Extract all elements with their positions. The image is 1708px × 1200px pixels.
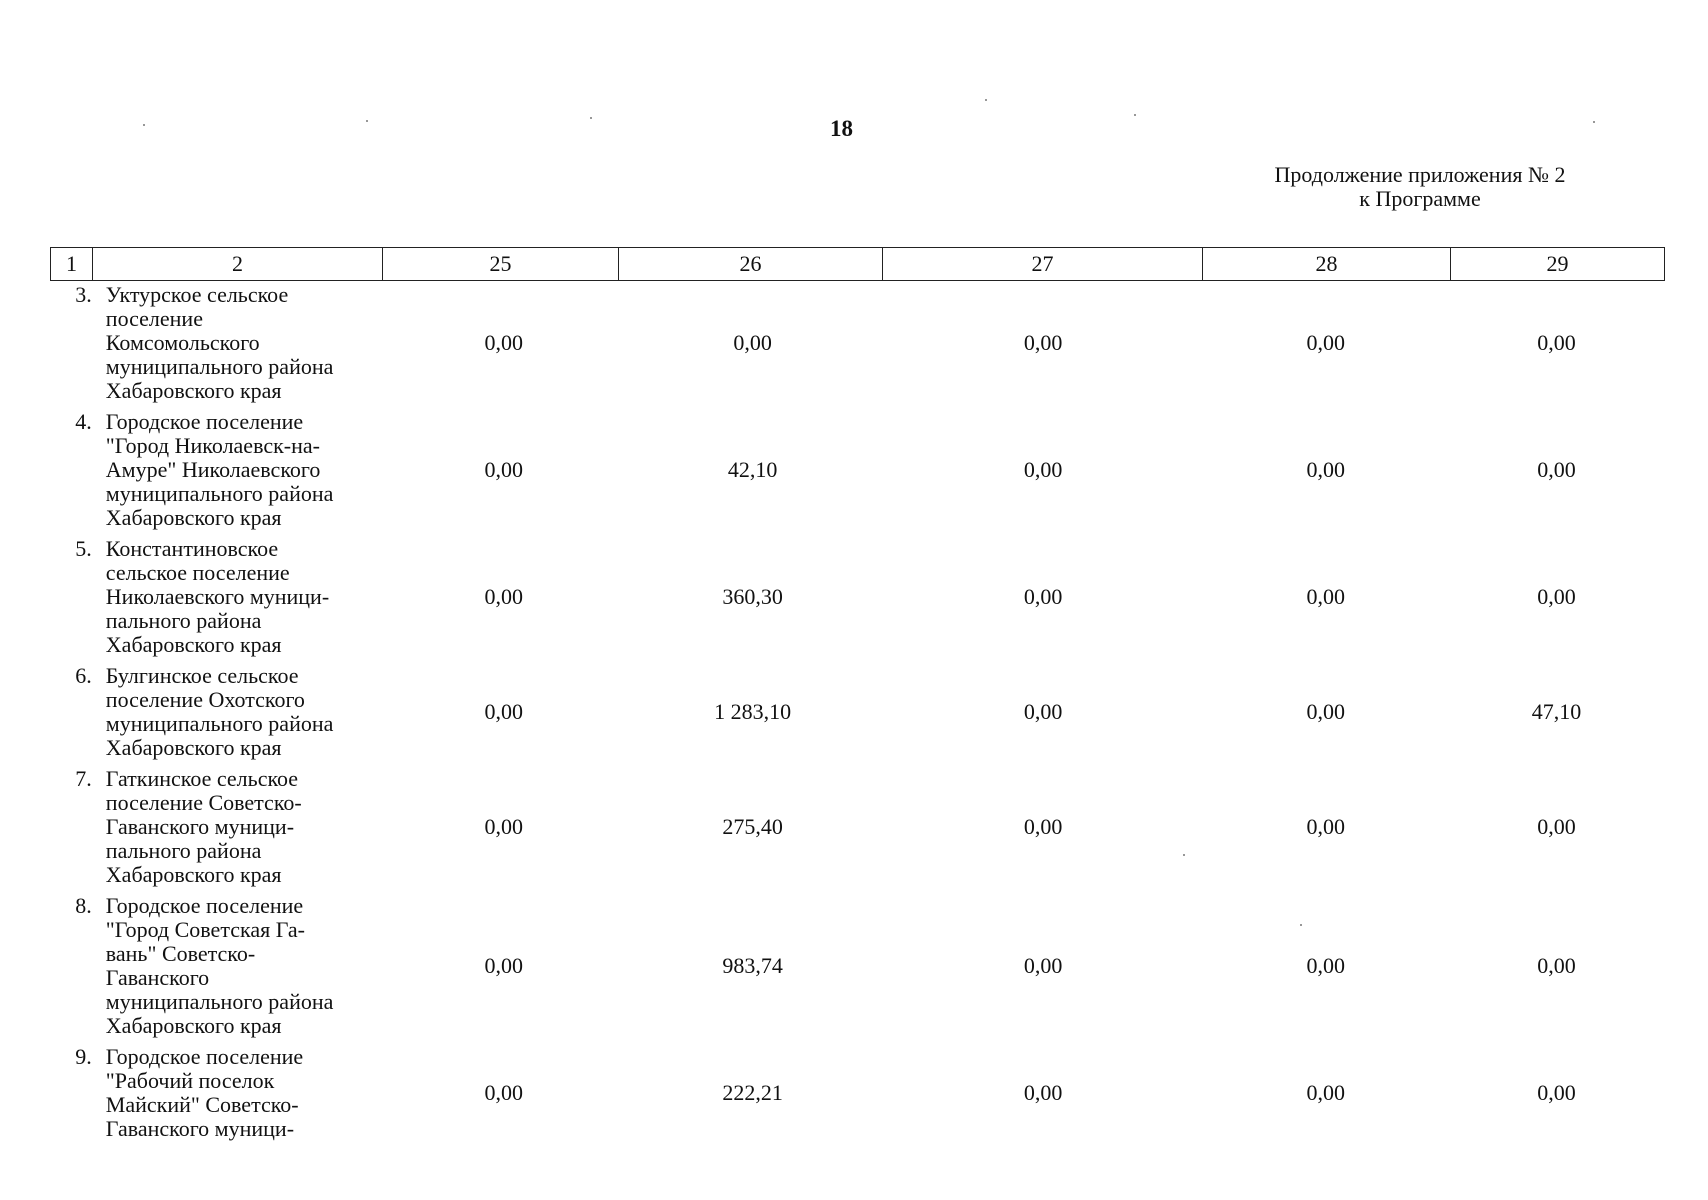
- value-col-25: 0,00: [484, 584, 524, 609]
- row-number: 5.: [75, 536, 92, 561]
- value-col-26: 222,21: [722, 1080, 783, 1105]
- value-col-27: 0,00: [1023, 584, 1063, 609]
- value-col-25: 0,00: [484, 457, 524, 482]
- value-col-26: 1 283,10: [714, 699, 792, 724]
- value-col-27: 0,00: [1023, 814, 1063, 839]
- value-col-28: 0,00: [1306, 814, 1345, 839]
- value-col-26: 983,74: [722, 953, 783, 978]
- header-cell-29: 29: [1451, 248, 1665, 281]
- row-number: 8.: [75, 893, 92, 918]
- settlement-name: Городское поселение "Город Николаевск-на- Амуре" Николаевского муниципального района Хабаровского края: [105, 409, 334, 530]
- scan-speck: [590, 117, 592, 119]
- settlement-name: Городское поселение "Город Советская Га- вань" Советско- Гаванского муниципального района Хабаровского края: [105, 893, 334, 1038]
- value-col-26: 360,30: [722, 584, 783, 609]
- settlement-name: Городское поселение "Рабочий поселок Майский" Советско- Гаванского муници-: [105, 1044, 304, 1141]
- row-number: 3.: [75, 282, 92, 307]
- value-col-25: 0,00: [484, 953, 524, 978]
- value-col-25: 0,00: [484, 330, 524, 355]
- settlement-name: Булгинское сельское поселение Охотского муниципального района Хабаровского края: [105, 663, 334, 760]
- table-row: [50, 537, 1664, 657]
- scan-speck: [1300, 924, 1302, 926]
- table-row: [50, 894, 1664, 1038]
- header-cell-28: 28: [1203, 248, 1451, 281]
- row-number: 9.: [75, 1044, 92, 1069]
- value-col-27: 0,00: [1023, 1080, 1063, 1105]
- settlement-name: Гаткинское сельское поселение Советско- Гаванского муници- пального района Хабаровского края: [105, 766, 302, 887]
- value-col-28: 0,00: [1306, 457, 1345, 482]
- value-col-27: 0,00: [1023, 457, 1063, 482]
- value-col-29: 47,10: [1531, 699, 1582, 724]
- row-number: 4.: [75, 409, 92, 434]
- row-number: 7.: [75, 766, 92, 791]
- page-number: 18: [830, 116, 853, 141]
- value-col-29: 0,00: [1537, 584, 1576, 609]
- value-col-26: 275,40: [722, 814, 783, 839]
- scan-speck: [1183, 854, 1185, 856]
- appendix-note: [1230, 163, 1610, 211]
- column-number-header: [50, 247, 1665, 281]
- table-row: [50, 410, 1664, 530]
- value-col-28: 0,00: [1306, 584, 1345, 609]
- value-col-25: 0,00: [484, 1080, 524, 1105]
- value-col-29: 0,00: [1537, 814, 1576, 839]
- appendix-note-line1: Продолжение приложения № 2: [1274, 162, 1566, 187]
- value-col-28: 0,00: [1306, 330, 1345, 355]
- value-col-29: 0,00: [1537, 1080, 1576, 1105]
- value-col-25: 0,00: [484, 814, 524, 839]
- value-col-25: 0,00: [484, 699, 524, 724]
- value-col-28: 0,00: [1306, 1080, 1345, 1105]
- appendix-note-line2: к Программе: [1359, 186, 1481, 211]
- table-row: [50, 1045, 1664, 1141]
- value-col-27: 0,00: [1023, 699, 1063, 724]
- value-col-29: 0,00: [1537, 330, 1576, 355]
- table-row: [50, 283, 1664, 403]
- value-col-27: 0,00: [1023, 330, 1063, 355]
- settlement-name: Константиновское сельское поселение Николаевского муници- пального района Хабаровского края: [105, 536, 330, 657]
- value-col-29: 0,00: [1537, 953, 1576, 978]
- header-cell-27: 27: [883, 248, 1203, 281]
- table-row: [50, 767, 1664, 887]
- value-col-28: 0,00: [1306, 953, 1345, 978]
- scan-speck: [143, 124, 145, 126]
- settlement-name: Уктурское сельское поселение Комсомольского муниципального района Хабаровского края: [105, 282, 334, 403]
- header-cell-25: 25: [383, 248, 619, 281]
- value-col-29: 0,00: [1537, 457, 1576, 482]
- row-number: 6.: [75, 663, 92, 688]
- header-cell-26: 26: [619, 248, 883, 281]
- table-row: [50, 664, 1664, 760]
- header-cell-2: 2: [93, 248, 383, 281]
- header-cell-1: 1: [51, 248, 93, 281]
- header-row: [51, 248, 1665, 281]
- scan-speck: [366, 120, 368, 122]
- value-col-26: 42,10: [727, 457, 778, 482]
- table-body: [50, 283, 1664, 1148]
- scan-speck: [985, 99, 987, 101]
- scan-speck: [1134, 114, 1136, 116]
- value-col-28: 0,00: [1306, 699, 1345, 724]
- scan-speck: [1593, 121, 1595, 123]
- value-col-26: 0,00: [733, 330, 772, 355]
- value-col-27: 0,00: [1023, 953, 1063, 978]
